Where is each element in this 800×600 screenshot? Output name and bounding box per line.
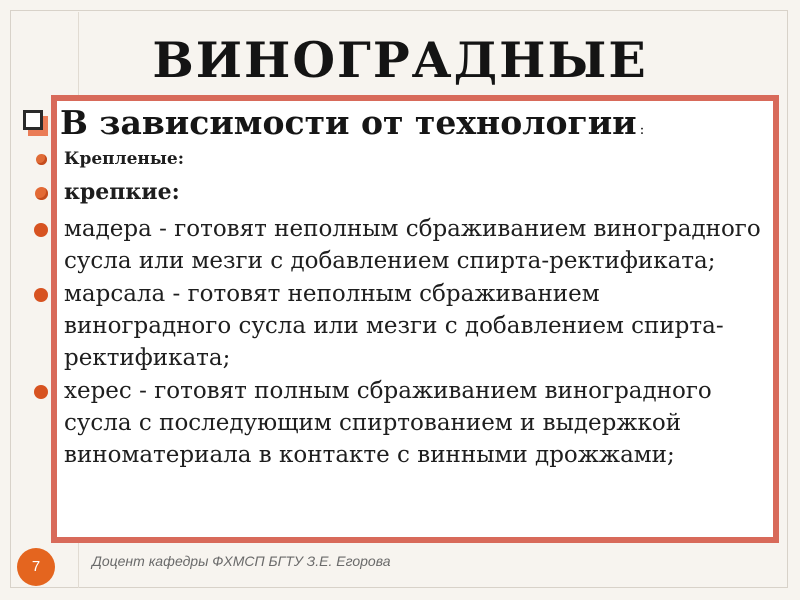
list-item-text: Крепленые:	[64, 149, 184, 169]
list-item	[34, 278, 774, 374]
list-item-text: мадера - готовят неполным сбраживанием виноградного сусла или мезги с добавлением спирта-ректификата;	[64, 216, 761, 274]
footer-author: Доцент кафедры ФХМСП БГТУ З.Е. Егорова	[92, 553, 391, 569]
slide-title: ВИНОГРАДНЫЕ	[152, 31, 648, 89]
circle-bullet-icon	[34, 223, 48, 237]
circle-bullet-icon	[34, 385, 48, 399]
section-heading-text: В зависимости от технологии	[60, 103, 637, 142]
section-heading-colon: :	[639, 122, 645, 138]
list-item	[34, 213, 774, 277]
bullet-list	[34, 148, 774, 472]
square-bullet-icon	[22, 110, 52, 138]
circle-bullet-icon	[36, 154, 47, 165]
page-number-badge: 7	[17, 548, 55, 586]
list-item	[34, 375, 774, 471]
list-item	[34, 178, 774, 213]
list-item-text: марсала - готовят неполным сбраживанием виноградного сусла или мезги с добавлением спирта-ректификата;	[64, 281, 724, 371]
circle-bullet-icon	[35, 187, 48, 200]
list-item-text: херес - готовят полным сбраживанием виноградного сусла с последующим спиртованием и выдержкой виноматериала в контакте с винными дрожжами;	[64, 378, 712, 468]
list-item-text: крепкие:	[64, 179, 180, 205]
circle-bullet-icon	[34, 288, 48, 302]
list-item	[34, 148, 774, 178]
section-heading	[22, 103, 644, 142]
